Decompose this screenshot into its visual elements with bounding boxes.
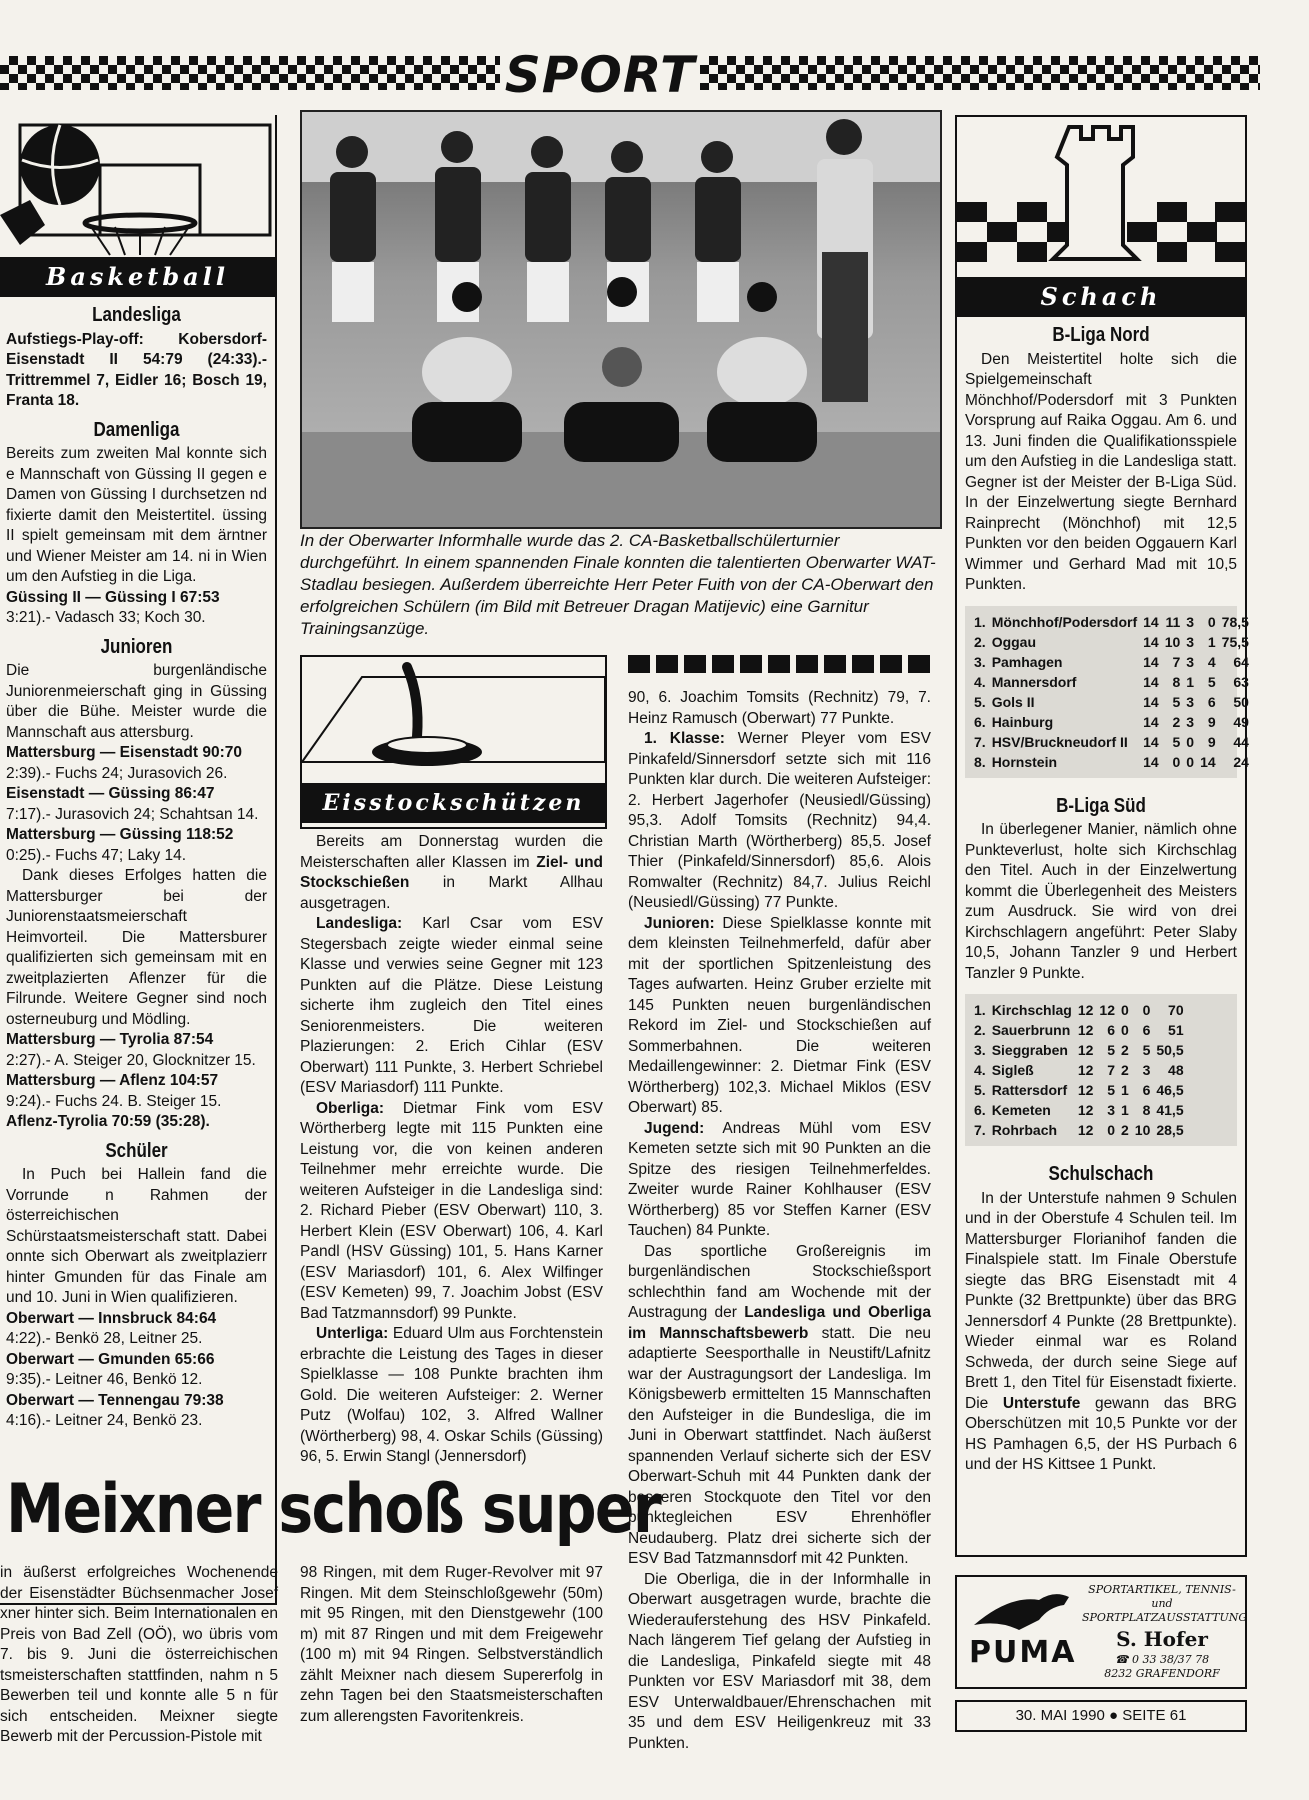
b-liga-sued-table-box: [965, 994, 1237, 1146]
standings-cell: Kemeten: [991, 1102, 1051, 1118]
standings-cell: 6: [1107, 1022, 1115, 1038]
standings-cell: 4.: [974, 673, 986, 690]
standings-cell: Kirchschlag: [991, 1002, 1072, 1018]
b-liga-sued-heading: B-Liga Süd: [1056, 794, 1146, 817]
standings-cell: 12: [1077, 1062, 1094, 1078]
schueler-result: Oberwart — Gmunden 65:66: [6, 1350, 215, 1368]
eisstock-unterliga-label: Unterliga:: [316, 1325, 389, 1342]
standings-cell: 2.: [974, 1022, 986, 1038]
standings-cell: 8: [1142, 1102, 1151, 1118]
standings-cell: 3: [1186, 613, 1195, 630]
standings-cell: 12: [1077, 1102, 1094, 1118]
footer-page: SEITE 61: [1122, 1707, 1187, 1724]
eisstock-col2-start: 90, 6. Joachim Tomsits (Rechnitz) 79, 7. Heinz Ramusch (Oberwart) 77 Punkte.: [628, 689, 931, 727]
standings-cell: 24: [1233, 753, 1249, 770]
damenliga-result-detail: 3:21).- Vadasch 33; Koch 30.: [6, 609, 206, 626]
standings-cell: 14: [1143, 693, 1159, 710]
junioren-result: Mattersburg — Güssing 118:52: [6, 826, 234, 843]
ad-name: S. Hofer: [1116, 1627, 1208, 1651]
standings-cell: 7.: [974, 1122, 986, 1138]
junioren-result-detail: 7:17).- Jurasovich 24; Schahtsan 14.: [6, 805, 259, 823]
standings-cell: 9: [1207, 733, 1216, 750]
chess-rook-icon: [957, 117, 1245, 277]
standings-cell: 6: [1207, 693, 1216, 710]
eisstock-column-1: [300, 832, 604, 1465]
eisstock-klasse1-text: Werner Pleyer vom ESV Pinkafeld/Sinnersdorf setzte sich mit 116 Punkten klar durch. Die weiteren Aufsteiger: 2. Herbert Jagerhofer (Neusiedl/Güssing) 95,3. Adolf Tomsits (Rechnitz) 94,4. Christian Marth (Wörtherberg) 85,5. Josef Thier (Pinkafeld/Sinnersdorf) 85,6. Alois Romwalter (Rechnitz) 84,7. Julius Reichl (Neusiedl/Güssing) 77 Punkte.: [628, 730, 931, 911]
standings-cell: Pamhagen: [991, 653, 1063, 670]
junioren-result-detail: 9:24).- Fuchs 24. B. Steiger 15.: [6, 1092, 222, 1110]
eisstock-jugend: [628, 1119, 931, 1242]
standings-cell: 14: [1143, 613, 1159, 630]
junioren-result: Mattersburg — Tyrolia 87:54: [6, 1031, 214, 1048]
standings-cell: 7: [1172, 653, 1181, 670]
standings-cell: Mannersdorf: [991, 673, 1077, 690]
standings-cell: 14: [1200, 753, 1216, 770]
standings-cell: 3: [1142, 1062, 1151, 1078]
schulschach-heading: Schulschach: [1048, 1163, 1154, 1185]
standings-row: [971, 1100, 1187, 1120]
standings-cell: 63: [1233, 673, 1249, 690]
standings-cell: 1: [1120, 1082, 1129, 1098]
standings-row: [971, 712, 1252, 732]
schulschach-text-post: gewann das BRG Oberschützen mit 10,5 Punkte vor der HS Pamhagen 6,5, der HS Purbach 6 und der HS Kittsee 1 Punkt.: [965, 1394, 1237, 1473]
schueler-result-detail: 9:35).- Leitner 46, Benkö 12.: [6, 1371, 203, 1388]
footer-date: 30. MAI 1990: [1015, 1707, 1105, 1724]
b-liga-sued-text: In überlegener Manier, nämlich ohne Punkteverlust, holte sich Kirchschlag den Titel. Auch in der Einzelwertung kommt die Überlegenheit des Meisters zum Ausdruck. Sie wird von drei Kirchschlagern angeführt: Peter Slaby 10,5, Johann Tanzler 9 und Herbert Tanzler 9 Punkte.: [965, 821, 1237, 982]
standings-cell: 14: [1143, 653, 1159, 670]
standings-row: [971, 652, 1252, 672]
standings-cell: 7.: [974, 733, 986, 750]
standings-cell: 3: [1186, 653, 1195, 670]
standings-row: [971, 672, 1252, 692]
standings-cell: 51: [1168, 1022, 1184, 1038]
standings-cell: Sauerbrunn: [991, 1022, 1071, 1038]
eisstock-banner: Eisstockschützen: [302, 783, 605, 823]
standings-cell: 0: [1120, 1022, 1129, 1038]
section-title: SPORT: [504, 46, 696, 104]
standings-cell: 1: [1207, 633, 1216, 650]
standings-cell: 28,5: [1156, 1122, 1184, 1138]
standings-cell: Hainburg: [991, 713, 1054, 730]
eisstock-gross-post: statt. Die neu adaptierte Seesporthalle in Neustift/Lafnitz war der Austragungsort der Landesliga. Im Königsbewerb ermittelten 15 Mannschaften den Aufsteiger in die Bundesliga, die im Juni in Oberwart stattfindet. Nach äußerst spannenden Verlauf sicherte sich der ESV Oberwart-Schuh mit 44 Punkten dank der besseren Stockquote den Titel vor den punktegleichen ESV Ehrenhöfler Neudauberg. Platz drei sicherte sich der ESV Bad Tatzmannsdorf mit 42 Punkten.: [628, 1324, 931, 1567]
standings-cell: 6.: [974, 713, 986, 730]
standings-cell: 78,5: [1221, 613, 1249, 630]
standings-cell: 12: [1077, 1042, 1094, 1058]
landesliga-heading: Landesliga: [92, 304, 181, 326]
standings-cell: Mönchhof/Podersdorf: [991, 613, 1138, 630]
standings-cell: 2: [1120, 1062, 1129, 1078]
standings-cell: 14: [1143, 753, 1159, 770]
b-liga-nord-text: Den Meistertitel holte sich die Spielgemeinschaft Mönchhof/Podersdorf mit 3 Punkten Vorsprung auf Raika Oggau. Am 6. und 13. Juni finden die Qualifikationsspiele um den Aufstieg in die Landesliga statt. Gegner ist der Meister der B-Liga Süd. In der Einzelwertung siegte Bernhard Rainprecht (Mönchhof) mit 12,5 Punkten vor den beiden Oggauern Karl Wimmer und Gerhard Mad mit 10,5 Punkten.: [965, 350, 1237, 593]
junioren-result-detail: 2:27).- A. Steiger 20, Glocknitzer 15.: [6, 1051, 256, 1069]
standings-cell: 14: [1143, 633, 1159, 650]
ad-line-3: SPORTPLATZAUSSTATTUNG: [1082, 1611, 1248, 1624]
header-checker-left: [0, 56, 500, 90]
standings-cell: 12: [1077, 1022, 1094, 1038]
eisstock-oberliga-label: Oberliga:: [316, 1099, 385, 1117]
damenliga-heading: Damenliga: [93, 418, 180, 441]
standings-cell: 2: [1172, 713, 1181, 730]
standings-cell: 1: [1120, 1102, 1129, 1118]
standings-row: [971, 1120, 1187, 1140]
schueler-result: Oberwart — Innsbruck 84:64: [6, 1309, 217, 1327]
standings-cell: 3: [1186, 693, 1195, 710]
b-liga-nord-heading: B-Liga Nord: [1052, 324, 1150, 346]
schach-box: [955, 115, 1247, 1557]
standings-cell: Rattersdorf: [991, 1082, 1068, 1098]
eisstock-landesliga-label: Landesliga:: [316, 915, 403, 932]
standings-cell: 8: [1172, 673, 1181, 690]
standings-row: [971, 692, 1252, 712]
standings-row: [971, 632, 1252, 652]
eisstock-intro-pre: Bereits am Donnerstag wurden die Meisterschaften aller Klassen im: [300, 833, 603, 871]
standings-cell: 70: [1168, 1002, 1184, 1018]
b-liga-nord-table: [971, 612, 1252, 772]
junioren-result-detail: 0:25).- Fuchs 47; Laky 14.: [6, 846, 187, 864]
landesliga-text: Aufstiegs-Play-off: Kobersdorf-Eisenstadt II 54:79 (24:33).- Trittremmel 7, Eidler 16; Bosch 19, Franta 18.: [6, 330, 267, 409]
junioren-final-line: Aflenz-Tyrolia 70:59 (35:28).: [6, 1113, 210, 1130]
ad-city: 8232 GRAFENDORF: [1104, 1667, 1220, 1680]
standings-cell: 2.: [974, 633, 986, 650]
meixner-headline: Meixner schoß super: [6, 1470, 660, 1549]
standings-cell: 10: [1164, 633, 1181, 650]
standings-cell: 5: [1207, 673, 1216, 690]
standings-cell: 12: [1099, 1002, 1115, 1018]
eisstock-gross-bold: Landesliga und Oberliga im Mannschaftsbewerb: [628, 1304, 931, 1342]
standings-cell: 1.: [974, 613, 986, 630]
standings-cell: 48: [1168, 1062, 1184, 1078]
standings-cell: 0: [1142, 1002, 1151, 1018]
eisstock-intro: [300, 832, 603, 914]
junioren-result: Mattersburg — Aflenz 104:57: [6, 1072, 219, 1089]
eisstock-grossereignis: [628, 1242, 931, 1570]
standings-cell: 14: [1143, 713, 1159, 730]
standings-cell: 1.: [974, 1002, 986, 1018]
eisstock-icon: [302, 657, 605, 783]
schueler-heading: Schüler: [105, 1139, 168, 1162]
standings-cell: 3: [1186, 633, 1195, 650]
schueler-result: Oberwart — Tennengau 79:38: [6, 1391, 224, 1409]
standings-row: [971, 1000, 1187, 1020]
ad-line-2: und: [1151, 1597, 1173, 1610]
b-liga-sued-table: [971, 1000, 1187, 1140]
eisstock-klasse1: [628, 729, 931, 914]
footer-bullet: ●: [1108, 1707, 1119, 1724]
standings-cell: 4.: [974, 1062, 986, 1078]
standings-cell: 5: [1142, 1042, 1151, 1058]
standings-cell: 49: [1233, 713, 1249, 730]
puma-advertisement: [955, 1575, 1247, 1689]
schulschach-text: [965, 1189, 1237, 1476]
damenliga-result: Güssing II — Güssing I 67:53: [6, 588, 220, 606]
standings-cell: Rohrbach: [991, 1122, 1058, 1138]
standings-cell: 6: [1142, 1022, 1151, 1038]
standings-row: [971, 1040, 1187, 1060]
standings-cell: 0: [1172, 753, 1181, 770]
eisstock-oberliga-2: Die Oberliga, die in der Informhalle in Oberwart ausgetragen wurde, brachte die Wiederauferstehung des HSV Pinkafeld. Nach längerem Tief gelang der Aufstieg in die Landesliga, Pinkafeld siegte mit 48 Punkten vor ESV Mariasdorf mit 38, dem ESV Unterwaldbauer/Ehrenschachen mit 35 und dem ESV Heiligenkreuz mit 33 Punkten.: [628, 1570, 931, 1752]
junioren-heading: Junioren: [100, 635, 173, 658]
eisstock-intro-bold: Ziel- und Stockschießen: [300, 853, 604, 891]
standings-cell: 8.: [974, 753, 986, 770]
meixner-text-2: 98 Ringen, mit dem Ruger-Revolver mit 97 Ringen. Mit dem Steinschloßgewehr (50m) mit 95 Ringen, mit den Dienstgewehr (100 m) mit 87 Ringen und mit dem Freigewehr (100 m) mit 94 Ringen. Selbstverständlich zählt Meixner nach diesem Supererfolg in zehn Tagen bei den Staatsmeisterschaften zum allerengsten Favoritenkreis.: [300, 1564, 603, 1725]
standings-cell: Sigleß: [991, 1062, 1034, 1078]
standings-row: [971, 1080, 1187, 1100]
standings-row: [971, 1020, 1187, 1040]
puma-cat-icon: [969, 1585, 1079, 1635]
standings-row: [971, 1060, 1187, 1080]
eisstock-jugend-text: Andreas Mühl vom ESV Kemeten setzte sich mit 90 Punkten an die Spitze des riesigen Teilnehmerfeldes. Zweiter wurde Rainer Kohlhauser (ESV Wörtherberg) 85 vor Steffen Karner (ESV Tauchen) 84 Punkte.: [628, 1119, 931, 1239]
eisstock-klasse1-label: 1. Klasse:: [644, 730, 725, 747]
junioren-result: Mattersburg — Eisenstadt 90:70: [6, 744, 243, 761]
standings-cell: 6: [1142, 1082, 1151, 1098]
standings-cell: Oggau: [991, 633, 1037, 650]
standings-cell: 5: [1172, 733, 1181, 750]
basketball-hoop-icon: [0, 115, 275, 255]
standings-cell: 46,5: [1156, 1082, 1184, 1098]
eisstock-column-2: [628, 688, 931, 1758]
eisstock-unterliga: [300, 1324, 603, 1468]
standings-cell: 2: [1120, 1042, 1129, 1058]
team-photo-illustration: [302, 112, 940, 527]
standings-cell: 3.: [974, 653, 986, 670]
meixner-column-1: [0, 1563, 278, 1788]
standings-cell: 5: [1107, 1082, 1115, 1098]
standings-cell: 7: [1107, 1062, 1115, 1078]
eisstock-oberliga-text: Dietmar Fink vom ESV Wörtherberg legte mit 115 Punkten eine Leistung vor, die von keinen anderen Teilnehmer mehr erreichte wurde. Die weiteren Aufsteiger in die Landesliga sind: 2. Richard Pieber (ESV Oberwart) 110, 3. Herbert Klein (ESV Oberwart) 106, 4. Karl Pandl (HSV Güssing) 101, 5. Hans Karner (ESV Mariasdorf) 101, 6. Alex Wilfinger (ESV Kemeten) 99, 7. Joachim Jobst (ESV Bad Tatzmannsdorf) 99 Punkte.: [300, 1099, 603, 1322]
standings-cell: 5: [1107, 1042, 1115, 1058]
schueler-result-detail: 4:16).- Leitner 24, Benkö 23.: [6, 1412, 203, 1429]
standings-row: [971, 752, 1252, 772]
standings-cell: 3: [1107, 1102, 1115, 1118]
standings-cell: 2: [1120, 1122, 1129, 1138]
standings-cell: 0: [1186, 753, 1195, 770]
standings-row: [971, 612, 1252, 632]
junioren-text-2: Dank dieses Erfolges hatten die Mattersburger bei der Juniorenstaatsmeierschaft Heimvorteil. Die Mattersburer qualifizierten sich gemeinsam mit en zweitplazierten Aflenzer für die Filrunde. Weitere Gegner sind noch osterneuburg und Mödling.: [6, 867, 267, 1028]
standings-cell: HSV/Bruckneudorf II: [991, 733, 1128, 750]
standings-cell: 0: [1186, 733, 1195, 750]
header-checker-right: [700, 56, 1260, 90]
standings-cell: Gols II: [991, 693, 1035, 710]
standings-cell: 12: [1077, 1002, 1094, 1018]
standings-cell: 5.: [974, 1082, 986, 1098]
standings-cell: 11: [1165, 613, 1181, 630]
standings-row: [971, 732, 1252, 752]
schueler-result-detail: 4:22).- Benkö 28, Leitner 25.: [6, 1330, 203, 1347]
standings-cell: 5.: [974, 693, 986, 710]
b-liga-nord-table-box: [965, 606, 1249, 778]
eisstock-unterliga-text: Eduard Ulm aus Forchtenstein erbrachte die Leistung des Tages in dieser Spielklasse — 108 Punkte brachten ihm Gold. Die weiteren Aufsteiger: 2. Werner Putz (Wolfau) 102, 3. Alfred Wallner (Wörtherberg) 98, 4. Oskar Schils (Güssing) 96, 5. Erwin Stangl (Jennersdorf): [300, 1325, 603, 1465]
page-footer: [955, 1700, 1247, 1732]
eisstock-oberliga: [300, 1099, 603, 1325]
eisstock-landesliga-text: Karl Csar vom ESV Stegersbach zeigte wieder einmal seine Klasse und verwies seine Gegner mit 123 Punkten auf die Plätze. Diese Leistung sicherte ihm zugleich den Titel eines Seniorenmeisters. Die weiteren Plazierungen: 2. Erich Cihlar (ESV Oberwart) 111 Punkte, 3. Herbert Schriebel (ESV Mariasdorf) 111 Punkte.: [300, 915, 603, 1096]
standings-cell: 0: [1120, 1002, 1129, 1018]
basketball-column: [0, 115, 277, 1605]
standings-cell: 10: [1134, 1122, 1151, 1138]
column-divider-squares: [628, 655, 930, 673]
standings-cell: 41,5: [1156, 1102, 1184, 1118]
standings-cell: 6.: [974, 1102, 986, 1118]
standings-cell: 1: [1186, 673, 1195, 690]
standings-cell: 3.: [974, 1042, 986, 1058]
standings-cell: 3: [1186, 713, 1195, 730]
ad-phone: ☎ 0 33 38/37 78: [1114, 1653, 1210, 1666]
standings-cell: 75,5: [1221, 633, 1249, 650]
eisstock-intro-post: in Markt Allhau ausgetragen.: [300, 874, 603, 912]
junioren-text: Die burgenländische Juniorenmeierschaft ging in Güssing über die Bühe. Meister wurde die Mannschaft aus attersburg.: [6, 662, 267, 741]
standings-cell: 9: [1207, 713, 1216, 730]
standings-cell: 5: [1172, 693, 1181, 710]
junioren-result: Eisenstadt — Güssing 86:47: [6, 785, 215, 802]
photo-caption: In der Oberwarter Informhalle wurde das 2. CA-Basketballschülerturnier durchgeführt. In einem spannenden Finale konnten die talentierten Oberwarter WAT-Stadlau besiegen. Außerdem überreichte Herr Peter Fuith von der CA-Oberwart den erfolgreichen Schülern (im Bild mit Betreuer Dragan Matijevic) eine Garnitur Trainingsanzüge.: [300, 531, 936, 638]
schueler-text: In Puch bei Hallein fand die Vorrunde n Rahmen der österreichischen Schürstaatsmeisterschaft statt. Dabei onnte sich Oberwart als zweitplazierr hinter Gmunden für das Finale am und 10. Juni in Wien qualifizieren.: [6, 1166, 267, 1306]
eisstock-gross-pre: Das sportliche Großereignis im burgenländischen Stockschießsport schlechthin fand am Wochende mit der Austragung der: [628, 1242, 931, 1321]
schulschach-text-pre: In der Unterstufe nahmen 9 Schulen und in der Oberstufe 4 Schulen teil. Im Mattersburger Florianihof fanden die Finalspiele statt. Im Finale Oberstufe siegte das BRG Eisenstadt mit 4 Punkte (32 Brettpunkte) über das BRG Jennersdorf 4 Punkte (28 Brettpunkte). Wieder einmal war es Roland Schweda, der durch seine Siege auf Brett 1, den Titel für Eisenstadt fixierte. Die: [965, 1189, 1237, 1412]
eisstock-logo: [300, 655, 607, 829]
ad-line-1: SPORTARTIKEL, TENNIS-: [1088, 1583, 1236, 1596]
meixner-column-2: [300, 1563, 603, 1788]
eisstock-junioren: [628, 914, 931, 1119]
standings-cell: 14: [1143, 733, 1159, 750]
junioren-result-detail: 2:39).- Fuchs 24; Jurasovich 26.: [6, 764, 228, 782]
damenliga-text: Bereits zum zweiten Mal konnte sich e Mannschaft von Güssing II gegen e Damen von Güssing I durchsetzen nd fixierte damit den Meistertitel. üssing II spielt gemeinsam mit dem ärntner und Wiener Meister am 14. ni in Wien um den Aufstieg in die Liga.: [6, 445, 267, 585]
standings-cell: 14: [1143, 673, 1159, 690]
meixner-text-1: in äußerst erfolgreiches Wochenende der Eisenstädter Büchsenmacher Josef xner hinter sich. Beim Internationalen en Preis von Bad Zell (OÖ), wo übris vom 7. bis 9. Juni die österreichischen tsmeisterschaften stattfinden, nahm n 5 Bewerben teil und konnte alle 5 n für sich entscheiden. Meixner siegte Bewerb mit der Percussion-Pistole mit: [0, 1564, 278, 1745]
schach-banner: Schach: [957, 277, 1245, 317]
standings-cell: Sieggraben: [991, 1042, 1068, 1058]
standings-cell: 0: [1207, 613, 1216, 630]
standings-cell: 12: [1077, 1082, 1094, 1098]
standings-cell: 50: [1233, 693, 1249, 710]
team-photo: [300, 110, 942, 529]
standings-cell: 0: [1107, 1122, 1115, 1138]
eisstock-landesliga: [300, 914, 603, 1099]
schulschach-text-bold: Unterstufe: [1002, 1394, 1081, 1412]
standings-cell: Hornstein: [991, 753, 1058, 770]
basketball-banner: Basketball: [0, 257, 275, 297]
eisstock-jugend-label: Jugend:: [644, 1119, 705, 1137]
standings-cell: 50,5: [1156, 1042, 1184, 1058]
eisstock-junioren-text: Diese Spielklasse konnte mit dem kleinsten Teilnehmerfeld, dafür aber mit der sportlichen Spitzenleistung des Tages aufwarten. Heinz Gruber erzielte mit 145 Punkten neuen burgenländischen Rekord im Ziel- und Stockschießen auf Sommerbahnen. Die weiteren Medaillengewinner: 2. Dietmar Fink (ESV Wörtherberg) 102,3. Michael Miklos (ESV Oberwart) 85.: [628, 914, 931, 1116]
standings-cell: 12: [1077, 1122, 1094, 1138]
puma-logo: PUMA: [969, 1635, 1077, 1670]
standings-cell: 64: [1233, 653, 1249, 670]
standings-cell: 44: [1233, 733, 1249, 750]
standings-cell: 4: [1207, 653, 1216, 670]
eisstock-junioren-label: Junioren:: [644, 914, 715, 932]
